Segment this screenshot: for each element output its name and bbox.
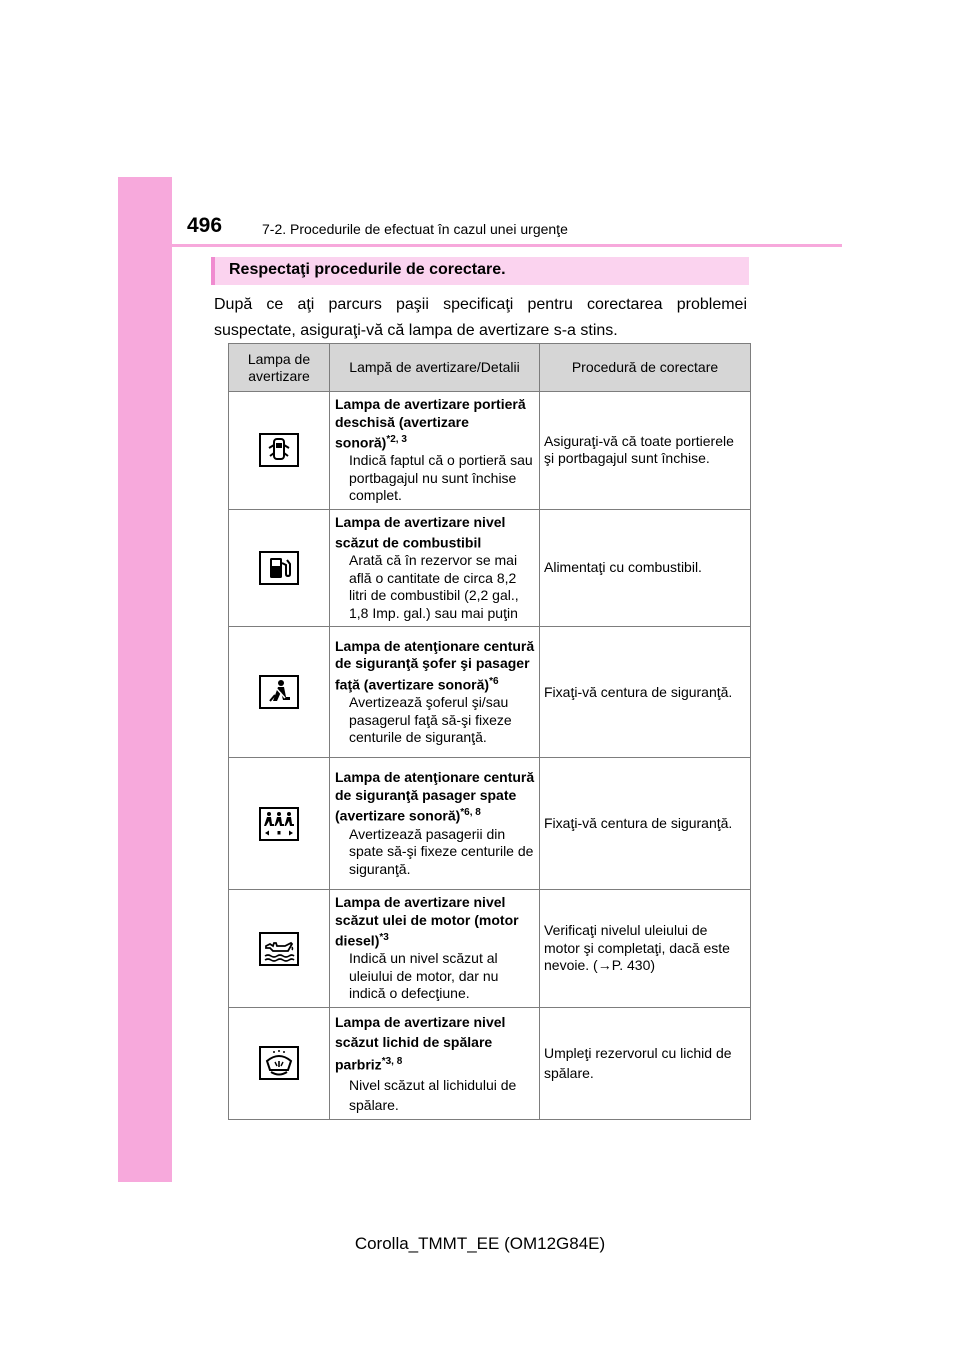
- table-row: [229, 627, 751, 758]
- lamp-title: Lampa de avertizare portieră deschisă (avertizare sonoră)$^{*2, 3}$: [335, 396, 526, 451]
- lamp-description: Indică faptul că o portieră sau portbagajul nu sunt închise complet.: [349, 452, 533, 504]
- side-tab-band: [118, 177, 172, 1182]
- procedure-cell: Verificaţi nivelul uleiului de motor şi completaţi, dacă este nevoie. (→P. 430): [540, 890, 751, 1008]
- lamp-title: Lampa de avertizare nivel scăzut ulei de motor (motor diesel)$^{*3}$: [335, 894, 519, 949]
- column-header-lamp: Lampa de avertizare: [229, 344, 330, 392]
- intro-paragraph: După ce aţi parcurs paşii specificaţi pentru corectarea problemei suspectate, asiguraţi-vă că lampa de avertizare s-a stins.: [214, 296, 747, 339]
- lamp-title: Lampa de avertizare nivel scăzut lichid de spălare parbriz$^{*3, 8}$: [335, 1013, 506, 1073]
- lamp-description: Avertizează pasagerii din spate să-şi fixeze centurile de siguranţă.: [349, 825, 534, 877]
- oil-can-icon: [259, 932, 299, 966]
- lamp-title: Lampa de atenţionare centură de siguranţă pasager spate (avertizare sonoră)$^{*6, 8}$: [335, 769, 535, 825]
- rear-seatbelt-icon: [259, 807, 299, 841]
- header-rule: [172, 244, 842, 247]
- detail-cell: [330, 627, 540, 758]
- detail-cell: [330, 392, 540, 510]
- chapter-title: 7-2. Procedurile de efectuat în cazul unei urgenţe: [262, 221, 568, 237]
- table-row: [229, 392, 751, 510]
- icon-cell: [229, 627, 330, 758]
- column-header-procedure: Procedură de corectare: [540, 344, 751, 392]
- procedure-cell: Asiguraţi-vă că toate portierele şi portbagajul sunt închise.: [540, 392, 751, 510]
- table-row: [229, 1007, 751, 1119]
- procedure-cell: Umpleţi rezervorul cu lichid de spălare.: [540, 1007, 751, 1119]
- icon-cell: [229, 509, 330, 627]
- icon-cell: [229, 1007, 330, 1119]
- door-open-icon: [259, 433, 299, 467]
- detail-cell: [330, 509, 540, 627]
- lamp-description: Avertizează şoferul şi/sau pasagerul faţă să-şi fixeze centurile de siguranţă.: [349, 694, 512, 746]
- procedure-cell: Alimentaţi cu combustibil.: [540, 509, 751, 627]
- page-number: 496: [187, 214, 223, 237]
- section-title: Respectaţi procedurile de corectare.: [229, 261, 506, 278]
- lamp-title: Lampa de atenţionare centură de siguranţă şofer şi pasager faţă (avertizare sonoră)$^{*6}$: [335, 637, 535, 693]
- table-row: [229, 890, 751, 1008]
- procedure-cell: Fixaţi-vă centura de siguranţă.: [540, 758, 751, 890]
- column-header-details: Lampă de avertizare/Detalii: [330, 344, 540, 392]
- icon-cell: [229, 392, 330, 510]
- procedure-cell: Fixaţi-vă centura de siguranţă.: [540, 627, 751, 758]
- detail-cell: [330, 758, 540, 890]
- lamp-description: Arată că în rezervor se mai află o cantitate de circa 8,2 litri de combustibil (2,2 gal., 1,8 Imp. gal.) sau mai puţin: [349, 552, 519, 621]
- table-row: [229, 509, 751, 627]
- icon-cell: [229, 890, 330, 1008]
- icon-cell: [229, 758, 330, 890]
- table-row: [229, 758, 751, 890]
- washer-fluid-icon: [259, 1046, 299, 1080]
- table-header-row: [229, 344, 751, 392]
- lamp-title: Lampa de avertizare nivel scăzut de combustibil: [335, 513, 506, 551]
- seatbelt-icon: [259, 675, 299, 709]
- detail-cell: [330, 1007, 540, 1119]
- section-heading-bar: [211, 257, 749, 285]
- lamp-description: Indică un nivel scăzut al uleiului de motor, dar nu indică o defecţiune.: [349, 950, 499, 1002]
- fuel-pump-icon: [259, 551, 299, 585]
- lamp-description: Nivel scăzut al lichidului de spălare.: [349, 1076, 517, 1113]
- warning-lamp-table: [228, 343, 751, 1120]
- footer-model-code: Corolla_TMMT_EE (OM12G84E): [354, 1234, 606, 1253]
- detail-cell: [330, 890, 540, 1008]
